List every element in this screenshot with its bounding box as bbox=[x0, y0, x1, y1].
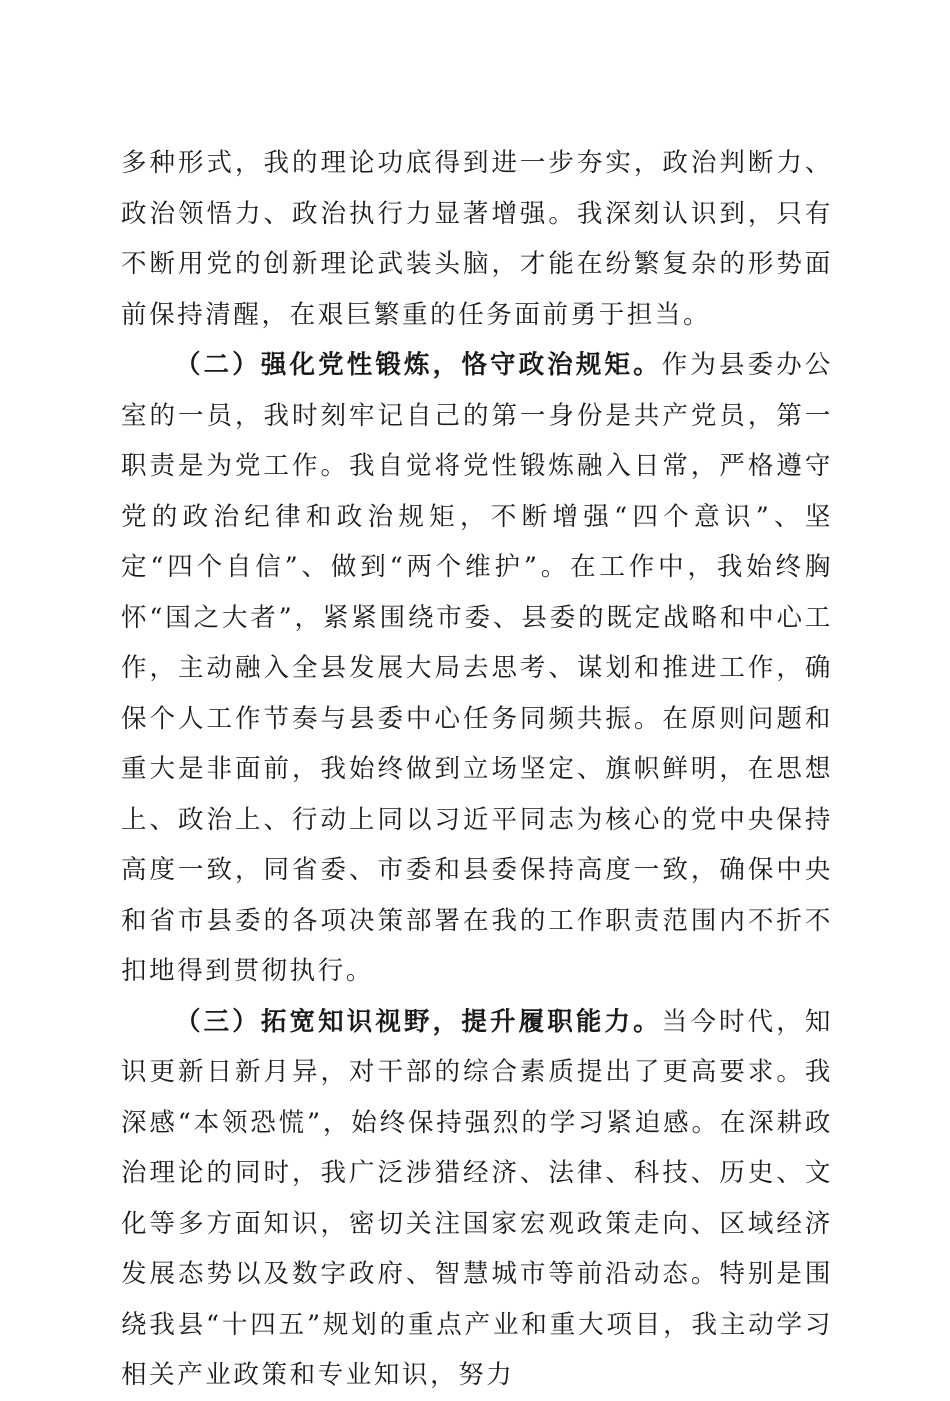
paragraph-text: 多种形式，我的理论功底得到进一步夯实，政治判断力、政治领悟力、政治执行力显著增强。我深刻认识到，只有不断用党的创新理论武装头脑，才能在纷繁复杂的形势面前保持清醒，在艰巨繁重的任务面前勇于担当。 bbox=[121, 148, 833, 330]
paragraph-continuation bbox=[121, 138, 833, 340]
document-body bbox=[121, 138, 833, 1401]
section-heading: （二）强化党性锻炼，恪守政治规矩。 bbox=[175, 350, 662, 380]
paragraph-text: 作为县委办公室的一员，我时刻牢记自己的第一身份是共产党员，第一职责是为党工作。我自觉将党性锻炼融入日常，严格遵守党的政治纪律和政治规矩，不断增强“四个意识”、坚定“四个自信”、做到“两个维护”。在工作中，我始终胸怀“国之大者”，紧紧围绕市委、县委的既定战略和中心工作，主动融入全县发展大局去思考、谋划和推进工作，确保个人工作节奏与县委中心任务同频共振。在原则问题和重大是非面前，我始终做到立场坚定、旗帜鲜明，在思想上、政治上、行动上同以习近平同志为核心的党中央保持高度一致，同省委、市委和县委保持高度一致，确保中央和省市县委的各项决策部署在我的工作职责范围内不折不扣地得到贯彻执行。 bbox=[121, 350, 833, 986]
paragraph-text: 当今时代，知识更新日新月异，对干部的综合素质提出了更高要求。我深感“本领恐慌”，始终保持强烈的学习紧迫感。在深耕政治理论的同时，我广泛涉猎经济、法律、科技、历史、文化等多方面知识，密切关注国家宏观政策走向、区域经济发展态势以及数字政府、智慧城市等前沿动态。特别是围绕我县“十四五”规划的重点产业和重大项目，我主动学习相关产业政策和专业知识，努力 bbox=[121, 1006, 833, 1390]
paragraph-section-3 bbox=[121, 997, 833, 1401]
section-heading: （三）拓宽知识视野，提升履职能力。 bbox=[175, 1006, 662, 1037]
paragraph-section-2 bbox=[121, 340, 833, 997]
